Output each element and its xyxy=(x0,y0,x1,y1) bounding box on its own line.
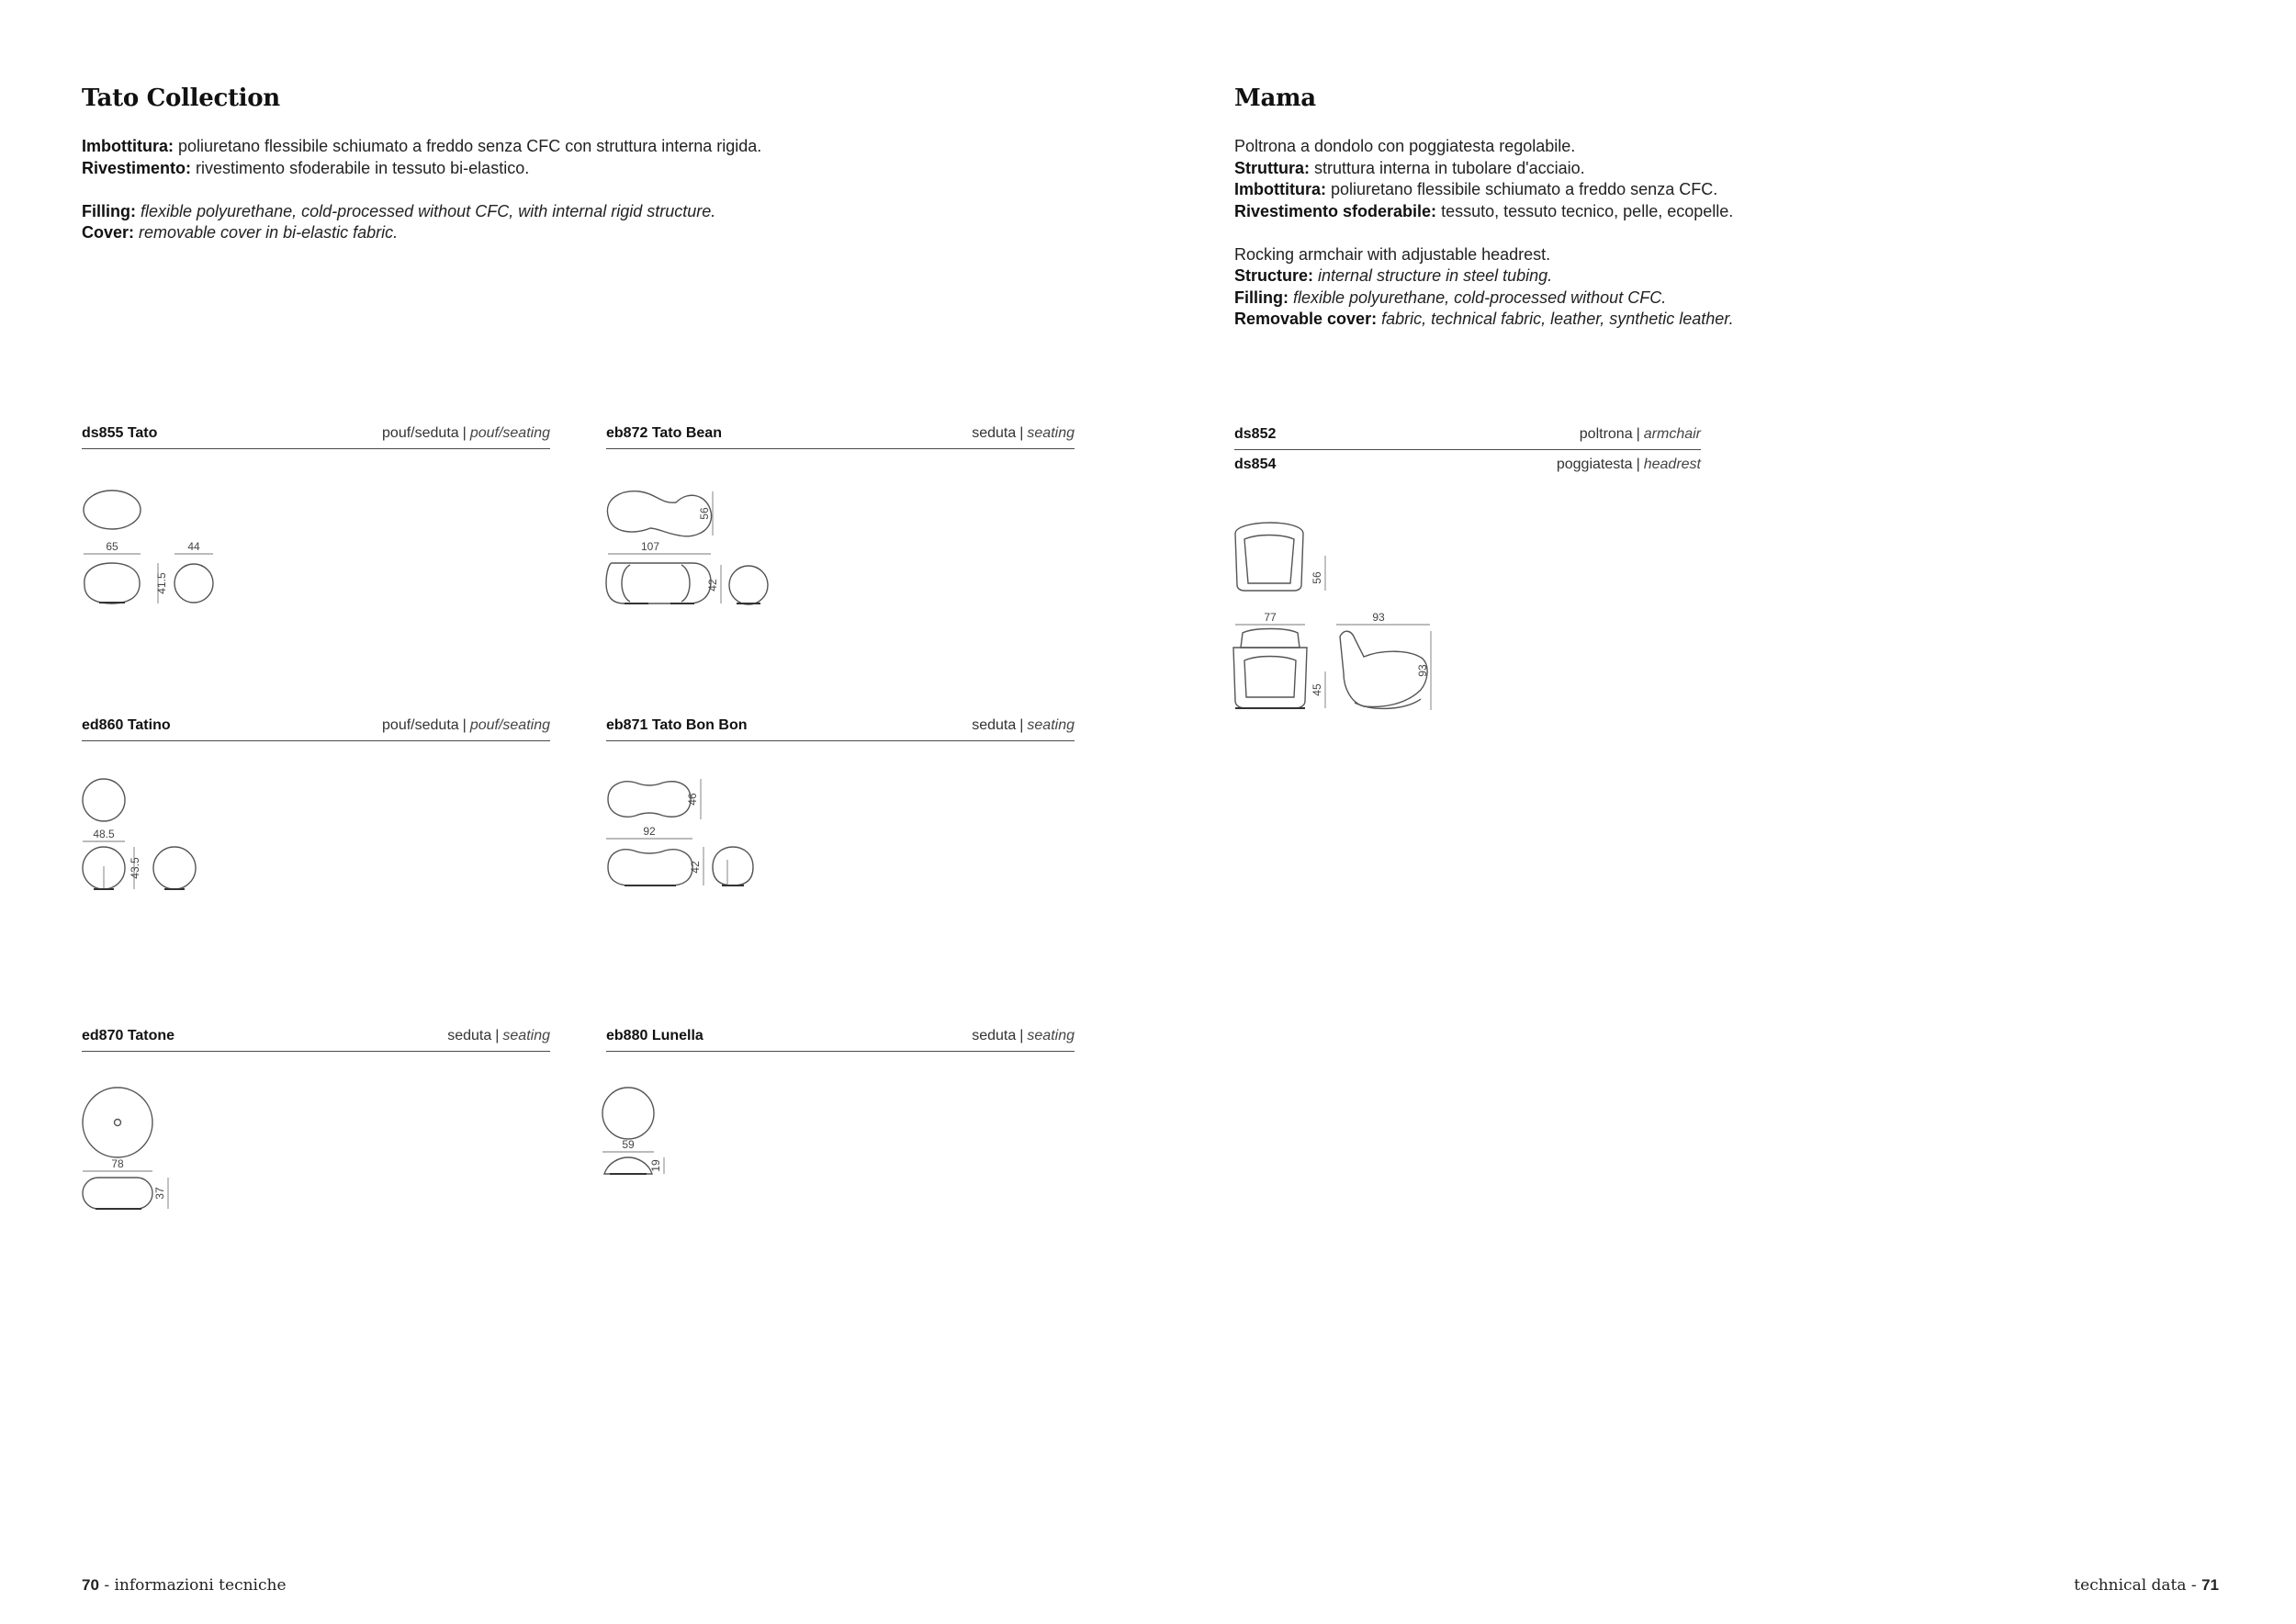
type-en: armchair xyxy=(1643,426,1701,442)
tato-en-line-2 xyxy=(82,222,761,244)
type-it: seduta xyxy=(447,1028,492,1043)
product-code: ds854 xyxy=(1234,457,1277,472)
top-view xyxy=(83,1088,152,1157)
type-en: seating xyxy=(1027,1028,1075,1043)
product-code: ed860 Tatino xyxy=(82,717,171,733)
height-dim-label: 42 xyxy=(706,579,719,592)
type-en: seating xyxy=(1027,717,1075,733)
type-it: pouf/seduta xyxy=(382,425,459,441)
rocker xyxy=(1355,699,1421,708)
height-dim-label: 19 xyxy=(649,1159,662,1172)
text: flexible polyurethane, cold-processed without CFC. xyxy=(1288,288,1667,307)
separator: | xyxy=(495,1028,500,1043)
type-en: headrest xyxy=(1643,457,1701,472)
product-type xyxy=(447,1027,550,1045)
label: Imbottitura: xyxy=(82,137,174,155)
mama-it-line-1 xyxy=(1234,158,1734,180)
side-view xyxy=(153,847,196,889)
separator: | xyxy=(1636,457,1640,472)
height-dim-label: 43.5 xyxy=(129,857,141,879)
text: rivestimento sfoderabile in tessuto bi-elastico. xyxy=(191,158,530,177)
drawing-eb871-tato-bon-bon xyxy=(597,772,808,900)
page-number-right: 71 xyxy=(2201,1576,2219,1594)
width-dim-label: 59 xyxy=(622,1138,635,1151)
product-header-eb871 xyxy=(606,716,1075,741)
text: fabric, technical fabric, leather, synthetic leather. xyxy=(1377,310,1734,328)
seat-height-dim-label: 45 xyxy=(1311,683,1323,696)
product-type xyxy=(382,716,550,735)
product-code: eb871 Tato Bon Bon xyxy=(606,717,748,733)
type-en: seating xyxy=(502,1028,550,1043)
width-dim-label: 78 xyxy=(111,1157,124,1170)
tato-it-line-1 xyxy=(82,136,761,158)
label: Struttura: xyxy=(1234,158,1310,177)
label: Removable cover: xyxy=(1234,310,1378,328)
product-code: eb880 Lunella xyxy=(606,1028,703,1043)
top-view xyxy=(602,1088,654,1139)
text: tessuto, tessuto tecnico, pelle, ecopelle. xyxy=(1436,201,1734,220)
tato-en-line-1 xyxy=(82,201,761,223)
width-dim-label: 107 xyxy=(640,540,660,553)
product-header-ed860 xyxy=(82,716,550,741)
label: Filling: xyxy=(82,201,136,220)
width-dim-label: 92 xyxy=(643,825,656,838)
height-dim-label: 42 xyxy=(689,861,702,874)
type-it: pouf/seduta xyxy=(382,717,459,733)
footer-right xyxy=(2074,1576,2219,1595)
label: Cover: xyxy=(82,223,135,242)
front-view xyxy=(84,563,140,603)
tato-title: Tato Collection xyxy=(82,85,280,112)
product-code: ed870 Tatone xyxy=(82,1028,175,1043)
product-code: eb872 Tato Bean xyxy=(606,425,722,441)
type-it: seduta xyxy=(972,425,1017,441)
side-view xyxy=(729,566,768,604)
product-type xyxy=(972,424,1075,443)
tato-it-line-2 xyxy=(82,158,761,180)
front-view xyxy=(608,850,692,885)
product-type xyxy=(382,424,550,443)
mama-en-line-3 xyxy=(1234,309,1734,331)
mama-en-line-2 xyxy=(1234,288,1734,310)
type-it: poltrona xyxy=(1579,426,1633,442)
product-header-ed870 xyxy=(82,1027,550,1052)
text: removable cover in bi-elastic fabric. xyxy=(134,223,399,242)
side-view xyxy=(174,564,213,603)
depth-dim-label: 46 xyxy=(686,793,699,806)
type-it: poggiatesta xyxy=(1556,457,1633,472)
drawing-eb880-lunella xyxy=(597,1084,707,1194)
headrest xyxy=(1241,629,1300,648)
product-type xyxy=(1557,456,1701,474)
width-dim-label: 48.5 xyxy=(93,828,115,840)
mama-en-line-1 xyxy=(1234,265,1734,288)
separator: | xyxy=(1019,425,1024,441)
text: poliuretano flessibile schiumato a freddo senza CFC con struttura interna rigida. xyxy=(173,137,762,155)
mama-it-line-3 xyxy=(1234,201,1734,223)
height-dim-label: 37 xyxy=(153,1187,166,1200)
separator: | xyxy=(1636,426,1640,442)
top-view xyxy=(608,782,691,817)
separator: | xyxy=(462,717,467,733)
footer-right-text: technical data - xyxy=(2074,1576,2202,1595)
height-dim-label: 41.5 xyxy=(155,572,168,594)
tato-description xyxy=(82,136,761,244)
mama-it-intro: Poltrona a dondolo con poggiatesta regolabile. xyxy=(1234,137,1576,155)
type-en: pouf/seating xyxy=(469,717,550,733)
mama-title: Mama xyxy=(1234,85,1316,112)
type-it: seduta xyxy=(972,717,1017,733)
separator: | xyxy=(462,425,467,441)
separator: | xyxy=(1019,717,1024,733)
drawing-ed870-tatone xyxy=(73,1084,193,1231)
text: internal structure in steel tubing. xyxy=(1313,266,1553,285)
arm-height-dim-label: 56 xyxy=(1311,571,1323,584)
separator: | xyxy=(1019,1028,1024,1043)
label: Filling: xyxy=(1234,288,1289,307)
mama-description xyxy=(1234,136,1734,331)
drawing-ds855-tato xyxy=(73,482,257,611)
text: struttura interna in tubolare d'acciaio. xyxy=(1310,158,1585,177)
top-view xyxy=(607,491,711,536)
footer-left xyxy=(82,1576,287,1595)
depth-dim-label: 93 xyxy=(1372,611,1385,624)
product-header-ds852 xyxy=(1234,425,1701,450)
front-view-detail xyxy=(622,565,690,602)
depth-dim-label: 44 xyxy=(187,540,200,553)
label: Rivestimento sfoderabile: xyxy=(1234,201,1437,220)
type-en: seating xyxy=(1027,425,1075,441)
front-view-seat xyxy=(1244,657,1296,698)
top-view xyxy=(83,779,125,821)
label: Structure: xyxy=(1234,266,1314,285)
text: flexible polyurethane, cold-processed without CFC, with internal rigid structure. xyxy=(135,201,716,220)
drawing-ds852-mama xyxy=(1226,519,1446,721)
drawing-ed860-tatino xyxy=(73,776,257,896)
width-dim-label: 77 xyxy=(1264,611,1277,624)
front-view xyxy=(604,1157,652,1174)
footer-left-text: - informazioni tecniche xyxy=(98,1576,287,1595)
mama-it-line-2 xyxy=(1234,179,1734,201)
product-header-ds855 xyxy=(82,424,550,449)
product-header-ds854 xyxy=(1234,456,1701,479)
product-header-eb872 xyxy=(606,424,1075,449)
product-header-eb880 xyxy=(606,1027,1075,1052)
type-en: pouf/seating xyxy=(469,425,550,441)
product-type xyxy=(972,1027,1075,1045)
mama-en-intro: Rocking armchair with adjustable headrest. xyxy=(1234,244,1551,264)
product-code: ds852 xyxy=(1234,426,1277,442)
label: Rivestimento: xyxy=(82,158,192,177)
top-view-center xyxy=(115,1120,121,1126)
front-view xyxy=(83,1178,152,1209)
top-view xyxy=(84,491,141,529)
depth-dim-label: 56 xyxy=(698,507,711,520)
label: Imbottitura: xyxy=(1234,180,1326,198)
side-view xyxy=(713,847,753,885)
drawing-eb872-tato-bean xyxy=(597,482,827,620)
height-dim-label: 93 xyxy=(1416,664,1429,677)
page-number-left: 70 xyxy=(82,1576,99,1594)
type-it: seduta xyxy=(972,1028,1017,1043)
side-view xyxy=(1340,631,1427,706)
product-type xyxy=(1580,425,1701,444)
product-code: ds855 Tato xyxy=(82,425,158,441)
product-type xyxy=(972,716,1075,735)
width-dim-label: 65 xyxy=(106,540,118,553)
top-view-seat xyxy=(1244,536,1294,584)
text: poliuretano flessibile schiumato a freddo senza CFC. xyxy=(1325,180,1718,198)
